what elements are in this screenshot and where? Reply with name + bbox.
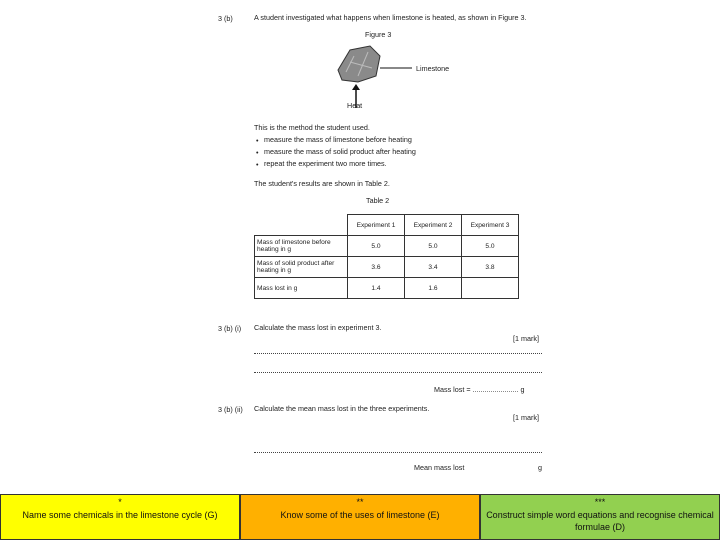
difficulty-stars: *	[118, 497, 122, 507]
method-step: repeat the experiment two more times.	[264, 159, 387, 168]
objective-cell-three-star	[480, 494, 720, 540]
table-cell: 5.0	[462, 236, 519, 257]
table-cell-empty	[462, 278, 519, 299]
table-header: Experiment 2	[405, 215, 462, 236]
question-number-3b: 3 (b)	[218, 14, 233, 23]
table-cell: 1.6	[405, 278, 462, 299]
question-number-3bi: 3 (b) (i)	[218, 324, 242, 333]
method-step: measure the mass of solid product after heating	[264, 147, 416, 156]
table-row	[255, 257, 519, 278]
table-row	[255, 236, 519, 257]
difficulty-stars: ***	[594, 497, 606, 507]
question-3bi-marks: [1 mark]	[513, 334, 539, 343]
objective-cell-two-star	[240, 494, 480, 540]
bullet-icon: •	[256, 160, 259, 169]
question-3bii-text: Calculate the mean mass lost in the three experiments.	[254, 404, 430, 413]
objective-cell-one-star	[0, 494, 240, 540]
table-cell: 3.8	[462, 257, 519, 278]
table-cell: 5.0	[405, 236, 462, 257]
row-label: Mass of solid product after heating in g	[255, 257, 348, 278]
row-label: Mass lost in g	[255, 278, 348, 299]
results-table	[254, 214, 519, 299]
question-3bi-answer: Mass lost = ....................... g	[434, 385, 525, 394]
learning-objectives-bar	[0, 494, 720, 540]
table-cell: 3.6	[348, 257, 405, 278]
method-step: measure the mass of limestone before heating	[264, 135, 412, 144]
table-title: Table 2	[366, 196, 390, 205]
table-corner	[255, 215, 348, 236]
question-3bii-answer-label: Mean mass lost	[414, 463, 465, 472]
limestone-heating-figure	[328, 42, 448, 110]
bullet-icon: •	[256, 148, 259, 157]
question-3bi-text: Calculate the mass lost in experiment 3.	[254, 323, 382, 332]
question-3bii-answer-unit: g	[538, 463, 542, 472]
figure-label-heat: Heat	[347, 101, 363, 110]
table-row	[255, 278, 519, 299]
bullet-icon: •	[256, 136, 259, 145]
question-number-3bii: 3 (b) (ii)	[218, 405, 243, 414]
question-3b-intro: A student investigated what happens when limestone is heated, as shown in Figure 3.	[254, 13, 527, 22]
table-cell: 1.4	[348, 278, 405, 299]
difficulty-stars: **	[356, 497, 364, 507]
figure-title: Figure 3	[365, 30, 392, 39]
objective-text: Know some of the uses of limestone (E)	[280, 510, 440, 520]
table-cell: 3.4	[405, 257, 462, 278]
answer-line[interactable]	[254, 372, 542, 373]
objective-text: Name some chemicals in the limestone cycle (G)	[22, 510, 218, 520]
answer-line[interactable]	[254, 452, 542, 453]
exam-page	[210, 0, 548, 488]
table-header: Experiment 1	[348, 215, 405, 236]
question-3bii-marks: [1 mark]	[513, 413, 539, 422]
table-cell: 5.0	[348, 236, 405, 257]
results-intro: The student's results are shown in Table 2.	[254, 179, 390, 188]
objective-text: Construct simple word equations and recognise chemical formulae (D)	[486, 510, 714, 532]
method-intro: This is the method the student used.	[254, 123, 370, 132]
figure-label-limestone: Limestone	[416, 64, 450, 73]
table-header: Experiment 3	[462, 215, 519, 236]
row-label: Mass of limestone before heating in g	[255, 236, 348, 257]
answer-line[interactable]	[254, 353, 542, 354]
